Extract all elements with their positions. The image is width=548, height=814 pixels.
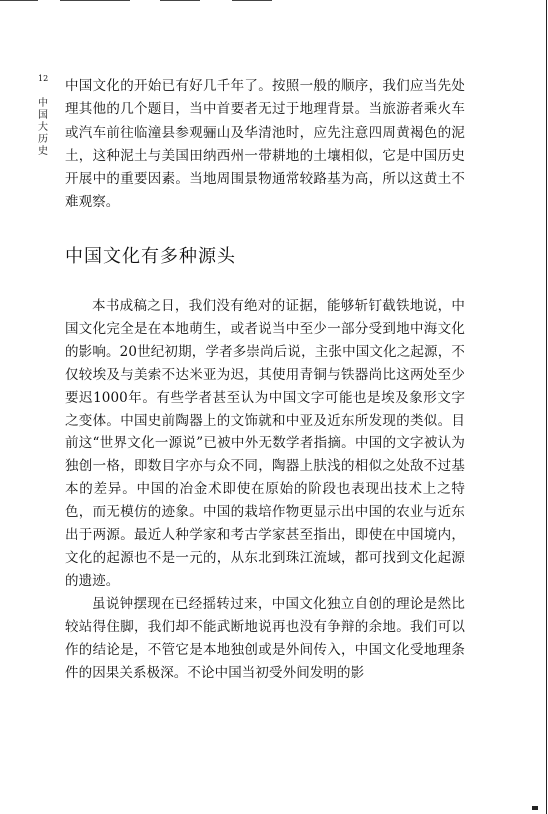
body-paragraph: 本书成稿之日，我们没有绝对的证据，能够斩钉截铁地说，中国文化完全是在本地萌生，或者说当中至少一部分受到地中海文化的影响。20世纪初期，学者多崇尚后说，主张中国文化之起源，不仅较埃及与美索不达米亚为迟，其使用青铜与铁器尚比这两处至少要迟1000年。有些学者甚至认为中国文字可能也是埃及象形文字之变体。中国史前陶器上的文饰就和中亚及近东所发现的类似。目前这“世界文化一源说”已被中外无数学者指摘。中国的文字被认为独创一格，即数目字亦与众不同，陶器上肤浅的相似之处敌不过基本的差异。中国的冶金术即使在原始的阶段也表现出技术上之特色，而无模仿的迹象。中国的栽培作物更显示出中国的农业与近东出于两源。最近人种学家和考古学家甚至指出，即使在中国境内，文化的起源也不是一元的，从东北到珠江流域，都可找到文化起源的遗迹。 (65, 298, 465, 589)
section-title: 中国文化有多种源头 (65, 246, 236, 267)
page-number: 12 (38, 74, 49, 83)
intro-paragraph: 中国文化的开始已有好几千年了。按照一般的顺序，我们应当先处理其他的几个题目，当中首要者无过于地理背景。当旅游者乘火车或汽车前往临潼县参观骊山及华清池时，应先注意四周黄褐色的泥土，这种泥土与美国田纳西州一带耕地的土壤相似，它是中国历史开展中的重要因素。当地周围景物通常较路基为高，所以这黄土不难观察。 (65, 78, 465, 211)
top-rule (60, 0, 130, 1)
section-body (65, 295, 465, 684)
top-rule (160, 0, 200, 1)
page-edge-line (546, 0, 547, 814)
corner-mark (532, 806, 538, 810)
running-head: 中国大历史 (38, 98, 48, 157)
intro-block (65, 75, 465, 215)
top-rule (0, 0, 38, 1)
body-paragraph: 虽说钟摆现在已经摇转过来，中国文化独立自创的理论是然比较站得住脚，我们却不能武断地说再也没有争辩的余地。我们可以作的结论是，不管它是本地独创或是外间传入，中国文化受地理条件的因果关系极深。不论中国当初受外间发明的影 (65, 595, 465, 681)
top-rule (232, 0, 272, 1)
